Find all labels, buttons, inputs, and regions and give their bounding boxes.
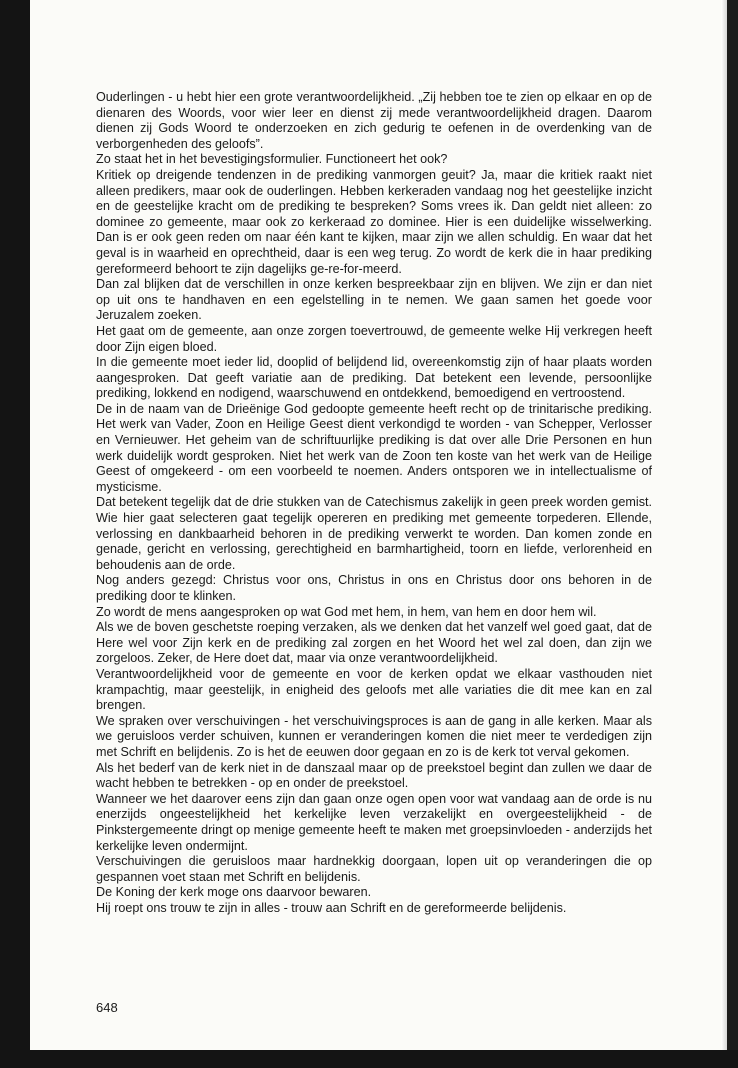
paragraph: Als het bederf van de kerk niet in de danszaal maar op de preekstoel begint dan zullen we daar de wacht hebben te betrekken - op en onder de preekstoel. [96, 760, 652, 791]
scan-border-bottom [0, 1050, 738, 1068]
paragraph: Verantwoordelijkheid voor de gemeente en voor de kerken opdat we elkaar vasthouden niet krampachtig, maar geestelijk, in enigheid des geloofs met alle variaties die dit mee kan en zal brengen. [96, 666, 652, 713]
paragraph: Zo wordt de mens aangesproken op wat God met hem, in hem, van hem en door hem wil. [96, 604, 597, 619]
paragraph: Wanneer we het daarover eens zijn dan gaan onze ogen open voor wat vandaag aan de orde is nu enerzijds ongeestelijkheid het kerkelijke leven verzakelijkt en overgeestelijkheid - de Pinkstergemeente dringt op menige gemeente heeft te maken met groepsinvloeden - anderzijds het kerkelijke leven ondermijnt. [96, 791, 652, 853]
body-text [96, 90, 652, 916]
paragraph: Het gaat om de gemeente, aan onze zorgen toevertrouwd, de gemeente welke Hij verkregen heeft door Zijn eigen bloed. [96, 323, 652, 354]
scan-border-right [727, 0, 738, 1068]
page-number: 648 [96, 1000, 118, 1015]
paragraph: De Koning der kerk moge ons daarvoor bewaren. [96, 885, 372, 900]
paragraph: Kritiek op dreigende tendenzen in de prediking vanmorgen geuit? Ja, maar die kritiek raakt niet alleen predikers, maar ook de ouderlingen. Hebben kerkeraden vandaag nog het geestelijke inzicht en de geestelijke kracht om de prediking te bespreken? Soms vrees ik. Dan geldt niet alleen: zo dominee zo gemeente, maar ook zo kerkeraad zo dominee. Hier is een duidelijke wisselwerking. Dan is er ook geen reden om naar één kant te kijken, maar zijn we allen schuldig. En waar dat het geval is in waarheid en oprechtheid, daar is een weg terug. Zo wordt de kerk die in haar prediking gereformeerd behoort te zijn dagelijks ge-re-for-meerd. [96, 167, 652, 276]
paragraph: Verschuivingen die geruisloos maar hardnekkig doorgaan, lopen uit op veranderingen die op gespannen voet staan met Schrift en belijdenis. [96, 854, 652, 884]
paragraph: Nog anders gezegd: Christus voor ons, Christus in ons en Christus door ons behoren in de prediking door te klinken. [96, 573, 652, 603]
paragraph: De in de naam van de Drieënige God gedoopte gemeente heeft recht op de trinitarische prediking. Het werk van Vader, Zoon en Heilige Geest dient verkondigd te worden - van Schepper, Verlosser en Vernieuwer. Het geheim van de schriftuurlijke prediking is dat over alle Drie Personen en hun werk duidelijk wordt gesproken. Niet het werk van de Zoon ten koste van het werk van de Heilige Geest of omgekeerd - om een voorbeeld te noemen. Anders ontsporen we in intellectualisme of mysticisme. [96, 401, 652, 494]
paragraph: We spraken over verschuivingen - het verschuivingsproces is aan de gang in alle kerken. Maar als we geruisloos verder schuiven, kunnen er veranderingen komen die niet meer te verdedigen zijn met Schrift en belijdenis. Zo is het de eeuwen door gegaan en zo is de kerk tot verval gekomen. [96, 713, 652, 759]
paragraph: Ouderlingen - u hebt hier een grote verantwoordelijkheid. „Zij hebben toe te zien op elkaar en op de dienaren des Woords, voor wier leer en dienst zij mede verantwoordelijkheid dragen. Daarom dienen zij Gods Woord te onderzoeken en zich gedurig te oefenen in de overdenking van de verborgenheden des geloofs”. [96, 90, 652, 151]
paragraph: In die gemeente moet ieder lid, dooplid of belijdend lid, overeenkomstig zijn of haar plaats worden aangesproken. Dat geeft variatie aan de prediking. Dat betekent een levende, persoonlijke prediking, lokkend en nodigend, waarschuwend en ontdekkend, bemoedigend en vertroostend. [96, 355, 652, 401]
paragraph: Hij roept ons trouw te zijn in alles - trouw aan Schrift en de gereformeerde belijdenis. [96, 900, 567, 915]
paragraph: Zo staat het in het bevestigingsformulier. Functioneert het ook? [96, 152, 448, 167]
scan-border-left [0, 0, 30, 1068]
paragraph: Dan zal blijken dat de verschillen in onze kerken bespreekbaar zijn en blijven. We zijn er dan niet op uit ons te handhaven en een egelstelling in te nemen. We gaan samen het goede voor Jeruzalem zoeken. [96, 277, 652, 323]
paragraph: Dat betekent tegelijk dat de drie stukken van de Catechismus zakelijk in geen preek worden gemist. Wie hier gaat selecteren gaat tegelijk opereren en prediking met gemeente torpederen. Ellende, verlossing en dankbaarheid behoren in de prediking verwerkt te worden. Dan komen zonde en genade, gericht en verlossing, gerechtigheid en barmhartigheid, toorn en liefde, verlorenheid en behoudenis aan de orde. [96, 495, 652, 572]
paragraph: Als we de boven geschetste roeping verzaken, als we denken dat het vanzelf wel goed gaat, dat de Here wel voor Zijn kerk en de prediking zal zorgen en het Woord het wel zal doen, dan zijn we zorgeloos. Zeker, de Here doet dat, maar via onze verantwoordelijkheid. [96, 620, 652, 666]
